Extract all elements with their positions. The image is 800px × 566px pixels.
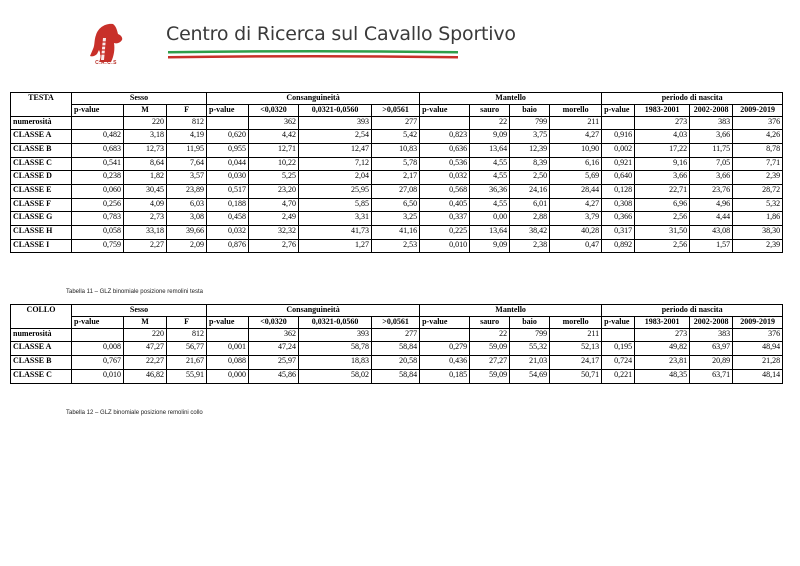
table-cell: 0,683 [72,143,124,157]
table-row [11,198,783,212]
table-caption: Tabella 11 – GLZ binomiale posizione remolini testa [66,289,203,295]
table-cell: 58,78 [299,342,372,356]
group-header: periodo di nascita [602,93,783,105]
table-cell: 2,56 [635,212,690,226]
column-header: 1983-2001 [635,316,690,328]
table-cell: 383 [690,328,733,342]
row-label: numerosità [11,116,72,130]
row-label: CLASSE C [11,369,72,383]
table-cell: 2,39 [733,239,783,253]
table-cell: 3,75 [510,130,550,144]
table-cell: 9,09 [470,130,510,144]
table-cell: 4,55 [470,198,510,212]
table-row [11,328,783,342]
table-cell: 3,57 [167,171,207,185]
table-cell: 0,225 [420,226,470,240]
table-row [11,130,783,144]
table-cell: 0,088 [207,356,249,370]
table-cell: 17,22 [635,143,690,157]
table-cell: 4,27 [550,198,602,212]
column-header: p-value [602,316,635,328]
table-cell: 28,44 [550,185,602,199]
table-cell: 0,002 [602,143,635,157]
table-cell: 52,13 [550,342,602,356]
table-cell: 27,08 [372,185,420,199]
table-cell: 24,16 [510,185,550,199]
table-row [11,356,783,370]
table-cell: 0,279 [420,342,470,356]
column-header: morello [550,316,602,328]
table-row [11,185,783,199]
table-cell: 22 [470,328,510,342]
table-cell: 59,09 [470,342,510,356]
table-cell: 362 [249,116,299,130]
table-cell: 22,71 [635,185,690,199]
table-cell [72,328,124,342]
table-cell: 220 [124,116,167,130]
row-label: CLASSE G [11,212,72,226]
table-cell: 25,97 [249,356,299,370]
table-cell: 2,17 [372,171,420,185]
column-header: 2002-2008 [690,316,733,328]
table-cell: 55,91 [167,369,207,383]
table-cell: 5,25 [249,171,299,185]
column-header: p-value [72,316,124,328]
table-cell: 49,82 [635,342,690,356]
table-cell: 54,69 [510,369,550,383]
table-cell: 383 [690,116,733,130]
table-cell: 3,66 [690,130,733,144]
table-cell: 6,01 [510,198,550,212]
brand-title: Centro di Ricerca sul Cavallo Sportivo [166,23,516,45]
table-body [11,116,783,253]
table-cell: 0,010 [420,239,470,253]
table-cell [72,116,124,130]
table-cell: 12,71 [249,143,299,157]
table-cell: 2,53 [372,239,420,253]
table-cell: 0,044 [207,157,249,171]
table-cell: 0,640 [602,171,635,185]
table-cell: 1,57 [690,239,733,253]
table-cell: 3,31 [299,212,372,226]
table-cell: 0,001 [207,342,249,356]
table-cell: 1,27 [299,239,372,253]
table-name: COLLO [11,305,72,329]
table-cell: 3,18 [124,130,167,144]
table-cell: 4,96 [690,198,733,212]
table-cell: 0,238 [72,171,124,185]
table-row [11,143,783,157]
table-cell: 9,09 [470,239,510,253]
table-cell: 8,78 [733,143,783,157]
row-label: CLASSE E [11,185,72,199]
row-label: CLASSE C [11,157,72,171]
table-cell: 23,81 [635,356,690,370]
column-header: F [167,104,207,116]
table-cell: 39,66 [167,226,207,240]
table-cell: 5,85 [299,198,372,212]
table-cell: 47,24 [249,342,299,356]
table-cell: 8,39 [510,157,550,171]
row-label: CLASSE B [11,143,72,157]
row-label: CLASSE A [11,130,72,144]
table-cell: 4,70 [249,198,299,212]
table-cell: 0,759 [72,239,124,253]
table-row [11,212,783,226]
table-cell: 0,955 [207,143,249,157]
table-cell: 0,188 [207,198,249,212]
table-cell: 0,517 [207,185,249,199]
column-header: p-value [602,104,635,116]
table-cell: 25,95 [299,185,372,199]
table-cell: 0,541 [72,157,124,171]
table-cell [207,328,249,342]
table-cell: 4,03 [635,130,690,144]
column-header: p-value [207,316,249,328]
table-cell: 3,66 [690,171,733,185]
table-cell: 46,82 [124,369,167,383]
row-label: CLASSE F [11,198,72,212]
table-cell: 799 [510,116,550,130]
table-cell: 11,95 [167,143,207,157]
column-header: >0,0561 [372,316,420,328]
table-cell: 23,20 [249,185,299,199]
table-cell: 0,767 [72,356,124,370]
table-cell: 4,55 [470,171,510,185]
column-header: 0,0321-0,0560 [299,316,372,328]
table-cell: 7,64 [167,157,207,171]
group-header: Consanguineità [207,93,420,105]
column-header: p-value [420,316,470,328]
table-cell: 0,308 [602,198,635,212]
table-cell [207,116,249,130]
row-label: CLASSE B [11,356,72,370]
table-cell: 376 [733,116,783,130]
table-cell: 0,568 [420,185,470,199]
column-header: p-value [420,104,470,116]
table-cell: 40,28 [550,226,602,240]
table-cell: 33,18 [124,226,167,240]
table-row [11,369,783,383]
table-cell: 50,71 [550,369,602,383]
table-cell: 2,88 [510,212,550,226]
column-header: baio [510,316,550,328]
table-cell: 273 [635,116,690,130]
table-cell: 0,620 [207,130,249,144]
table-cell: 3,79 [550,212,602,226]
table-cell: 23,89 [167,185,207,199]
table-cell: 58,84 [372,342,420,356]
table-row [11,157,783,171]
table-cell: 0,317 [602,226,635,240]
column-header: 2009-2019 [733,316,783,328]
table-cell: 0,058 [72,226,124,240]
table-cell: 393 [299,328,372,342]
table-cell: 0,916 [602,130,635,144]
table-cell: 41,16 [372,226,420,240]
table-cell: 0,337 [420,212,470,226]
table-cell: 393 [299,116,372,130]
table-cell: 30,45 [124,185,167,199]
table-cell: 0,405 [420,198,470,212]
table-cell: 22 [470,116,510,130]
table-cell: 0,185 [420,369,470,383]
table-cell: 6,16 [550,157,602,171]
table-cell: 0,008 [72,342,124,356]
table-cell: 1,82 [124,171,167,185]
column-header: 0,0321-0,0560 [299,104,372,116]
group-header: Sesso [72,305,207,317]
table-cell: 0,636 [420,143,470,157]
table-cell: 28,72 [733,185,783,199]
table-cell: 5,69 [550,171,602,185]
table-cell: 4,27 [550,130,602,144]
table-cell: 12,47 [299,143,372,157]
table-row [11,226,783,240]
row-label: numerosità [11,328,72,342]
table-cell: 277 [372,328,420,342]
table-row [11,116,783,130]
table-cell: 13,64 [470,226,510,240]
table-cell: 2,39 [733,171,783,185]
table-row [11,171,783,185]
table-cell: 55,32 [510,342,550,356]
table-cell: 56,77 [167,342,207,356]
table-cell: 0,783 [72,212,124,226]
table-cell: 21,28 [733,356,783,370]
table-cell: 20,89 [690,356,733,370]
table-cell: 24,17 [550,356,602,370]
table-cell: 4,55 [470,157,510,171]
table-cell: 0,47 [550,239,602,253]
table-cell: 0,458 [207,212,249,226]
table-cell: 18,83 [299,356,372,370]
table-cell: 0,221 [602,369,635,383]
table-cell: 59,09 [470,369,510,383]
table-cell: 0,060 [72,185,124,199]
table-cell: 2,56 [635,239,690,253]
table-cell: 32,32 [249,226,299,240]
table-cell: 211 [550,116,602,130]
table-cell: 48,14 [733,369,783,383]
table-cell: 12,73 [124,143,167,157]
table-cell: 23,76 [690,185,733,199]
table-cell: 48,94 [733,342,783,356]
table-cell: 273 [635,328,690,342]
table-cell: 0,032 [207,226,249,240]
column-header: <0,0320 [249,104,299,116]
column-header: >0,0561 [372,104,420,116]
table-cell: 10,83 [372,143,420,157]
column-header: <0,0320 [249,316,299,328]
table-cell: 7,12 [299,157,372,171]
table-cell: 2,73 [124,212,167,226]
table-cell: 6,96 [635,198,690,212]
table-cell: 4,44 [690,212,733,226]
table-cell: 38,42 [510,226,550,240]
table-cell: 362 [249,328,299,342]
table-cell: 22,27 [124,356,167,370]
table-cell: 8,64 [124,157,167,171]
table-cell: 2,04 [299,171,372,185]
table-cell: 4,09 [124,198,167,212]
table-cell: 2,76 [249,239,299,253]
table-cell: 41,73 [299,226,372,240]
table-cell: 31,50 [635,226,690,240]
table-cell: 63,97 [690,342,733,356]
row-label: CLASSE I [11,239,72,253]
table-cell: 21,03 [510,356,550,370]
table-row [11,342,783,356]
table-cell: 4,42 [249,130,299,144]
table-row [11,239,783,253]
tricolor-stripes [168,49,458,63]
table-cell: 2,27 [124,239,167,253]
column-header: p-value [72,104,124,116]
column-header: F [167,316,207,328]
column-header: 2002-2008 [690,104,733,116]
page-header [0,0,800,80]
table-caption: Tabella 12 – GLZ binomiale posizione remolini collo [66,410,203,416]
table-cell: 0,482 [72,130,124,144]
table-cell: 20,58 [372,356,420,370]
table-cell: 5,78 [372,157,420,171]
table-cell: 277 [372,116,420,130]
table-cell [602,328,635,342]
table-cell: 4,19 [167,130,207,144]
table-cell: 211 [550,328,602,342]
logo-text: C.R.C.S [95,60,117,66]
table-cell [420,116,470,130]
table-cell: 0,032 [420,171,470,185]
table-cell: 0,128 [602,185,635,199]
table-cell: 7,05 [690,157,733,171]
column-header: p-value [207,104,249,116]
table-cell: 11,75 [690,143,733,157]
collo-table [10,304,783,384]
table-cell: 2,50 [510,171,550,185]
table-cell: 43,08 [690,226,733,240]
table-name: TESTA [11,93,72,117]
table-cell: 3,66 [635,171,690,185]
column-header: M [124,316,167,328]
table-cell: 36,36 [470,185,510,199]
table-cell: 2,49 [249,212,299,226]
table-cell: 48,35 [635,369,690,383]
table-body [11,328,783,383]
column-header: 1983-2001 [635,104,690,116]
column-header: morello [550,104,602,116]
table-cell: 13,64 [470,143,510,157]
column-header: sauro [470,316,510,328]
table-cell: 0,256 [72,198,124,212]
group-header: Mantello [420,93,602,105]
table-cell: 58,84 [372,369,420,383]
table-cell: 376 [733,328,783,342]
table-cell: 220 [124,328,167,342]
row-label: CLASSE A [11,342,72,356]
row-label: CLASSE H [11,226,72,240]
table-cell: 6,03 [167,198,207,212]
table-cell: 2,09 [167,239,207,253]
table-cell: 2,38 [510,239,550,253]
table-cell: 45,86 [249,369,299,383]
table-cell: 799 [510,328,550,342]
table-cell: 3,25 [372,212,420,226]
table-cell: 3,08 [167,212,207,226]
table-cell: 812 [167,328,207,342]
table-cell: 0,921 [602,157,635,171]
group-header: periodo di nascita [602,305,783,317]
column-header: baio [510,104,550,116]
table-cell: 9,16 [635,157,690,171]
table-cell: 5,32 [733,198,783,212]
table-cell [602,116,635,130]
column-header: sauro [470,104,510,116]
table-cell: 47,27 [124,342,167,356]
table-cell: 7,71 [733,157,783,171]
table-cell: 10,90 [550,143,602,157]
table-cell: 27,27 [470,356,510,370]
table-cell: 4,26 [733,130,783,144]
table-cell: 6,50 [372,198,420,212]
column-header: M [124,104,167,116]
table-cell: 0,000 [207,369,249,383]
table-cell: 0,195 [602,342,635,356]
table-cell: 0,366 [602,212,635,226]
row-label: CLASSE D [11,171,72,185]
table-cell [420,328,470,342]
group-header: Consanguineità [207,305,420,317]
table-cell: 10,22 [249,157,299,171]
column-header: 2009-2019 [733,104,783,116]
table-cell: 0,724 [602,356,635,370]
table-cell: 0,010 [72,369,124,383]
table-cell: 21,67 [167,356,207,370]
table-cell: 63,71 [690,369,733,383]
table-cell: 38,30 [733,226,783,240]
table-cell: 0,876 [207,239,249,253]
table-cell: 1,86 [733,212,783,226]
table-cell: 58,02 [299,369,372,383]
group-header: Mantello [420,305,602,317]
table-cell: 0,436 [420,356,470,370]
testa-table [10,92,783,253]
table-cell: 0,030 [207,171,249,185]
table-cell: 2,54 [299,130,372,144]
table-cell: 0,00 [470,212,510,226]
table-cell: 0,536 [420,157,470,171]
table-cell: 5,42 [372,130,420,144]
table-cell: 812 [167,116,207,130]
table-cell: 0,892 [602,239,635,253]
group-header: Sesso [72,93,207,105]
table-cell: 0,823 [420,130,470,144]
table-cell: 12,39 [510,143,550,157]
